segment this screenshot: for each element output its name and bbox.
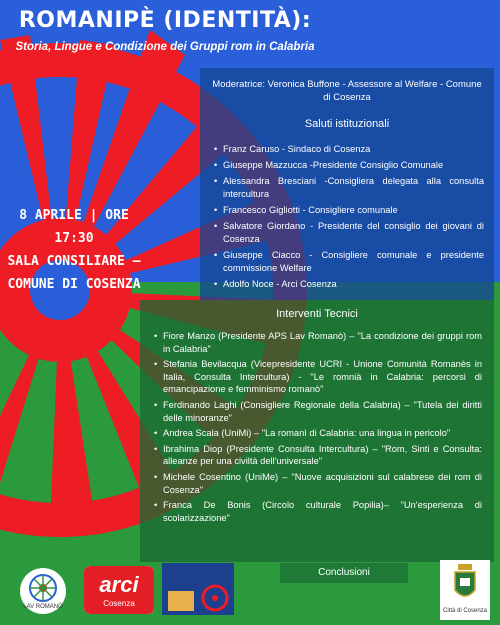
arci-logo-text: arci [99,572,139,597]
event-info [6,204,142,296]
list-item: • Adolfo Noce - Arci Cosenza [214,278,484,291]
event-date-time: 8 APRILE | ORE 17:30 [19,208,129,246]
coat-of-arms-icon [440,560,490,606]
list-item: • Andrea Scala (UniMi) – "La romanì di Calabria: una lingua in pericolo" [154,427,482,440]
arci-logo [84,566,154,614]
list-item: • Michele Cosentino (UniMe) – "Nuove acquisizioni sul calabrese dei rom di Cosenza" [154,471,482,496]
list-item: • Franca De Bonis (Circolo culturale Popilia)– "Un'esperienza di scolarizzazione" [154,499,482,524]
list-item: • Fiore Manzo (Presidente APS Lav Romanò) – "La condizione dei gruppi rom in Calabria" [154,330,482,355]
list-item: • Ferdinando Laghi (Consigliere Regionale della Calabria) – "Tutela dei diritti delle minoranze" [154,399,482,424]
list-item: • Franz Caruso - Sindaco di Cosenza [214,143,484,156]
moderator-text: Moderatrice: Veronica Buffone - Assessore al Welfare - Comune di Cosenza [212,79,482,103]
event-venue-line1: SALA CONSILIARE – [7,254,141,269]
wheel-icon [200,583,230,613]
page-subtitle: Storia, Lingue e Condizione dei Gruppi rom in Calabria [15,41,315,53]
list-item: • Giuseppe Ciacco - Consigliere comunale e presidente commissione Welfare [214,249,484,275]
citta-di-cosenza-logo [440,560,490,620]
list-item: • Ibrahima Diop (Presidente Consulta Intercultura) – "Rom, Sinti e Consulta: alleanze per una civiltà dell'universale" [154,443,482,468]
saluti-heading: Saluti istituzionali [304,118,390,130]
list-item: • Stefania Bevilacqua (Vicepresidente UCRI - Unione Comunità Romanès in Italia, Consulta Intercultura) - "Le romnià in Calabria: percorsi di emancipazione e femminismo romanò" [154,358,482,396]
conclusion-label: Conclusioni [280,563,408,583]
list-item: • Alessandra Bresciani -Consigliera delegata alla consulta intercultura [214,175,484,201]
cosenza-logo-text: Città di Cosenza [442,608,488,614]
saluti-panel [200,68,494,300]
interventi-panel [140,300,494,562]
lav-romano-logo [20,568,66,614]
saluti-list [214,143,484,291]
list-item: • Francesco Gigliotti - Consigliere comunale [214,204,484,217]
arci-logo-subtext: Cosenza [103,599,135,608]
page-title: ROMANIPÈ (IDENTITÀ): [18,8,312,33]
event-flyer-thumbnail [162,563,234,615]
list-item: • Salvatore Giordano - Presidente del consiglio dei giovani di Cosenza [214,220,484,246]
interventi-heading: Interventi Tecnici [276,308,358,320]
list-item: • Giuseppe Mazzucca -Presidente Consiglio Comunale [214,159,484,172]
lav-logo-text: LAV ROMANÒ [23,604,63,610]
event-venue-line2: COMUNE DI COSENZA [7,277,141,292]
interventi-list [154,330,482,524]
